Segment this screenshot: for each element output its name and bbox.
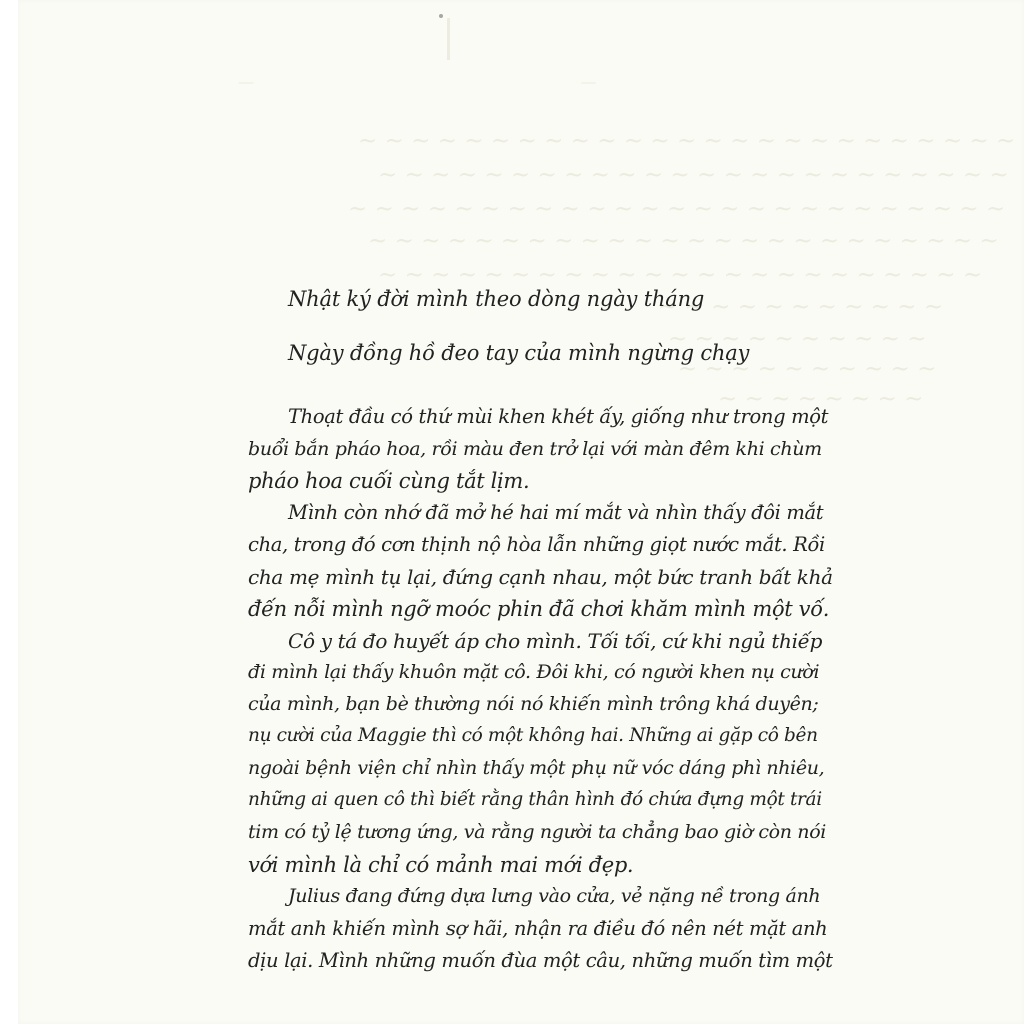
text-line: tim có tỷ lệ tương ứng, và rằng người ta chẳng bao giờ còn nói (248, 821, 827, 843)
text-line: buổi bắn pháo hoa, rồi màu đen trở lại với màn đêm khi chùm (248, 438, 822, 460)
show-through-text: ~ ~ ~ ~ ~ ~ ~ ~ ~ ~ ~ ~ ~ ~ ~ ~ ~ ~ ~ ~ ~ ~ ~ ~ ~ (358, 128, 1016, 154)
text-line: Julius đang đứng dựa lưng vào cửa, vẻ nặng nề trong ánh (288, 885, 821, 907)
text-line: Mình còn nhớ đã mở hé hai mí mắt và nhìn thấy đôi mắt (288, 501, 824, 524)
show-through-mark (439, 14, 443, 18)
text-line: dịu lại. Mình những muốn đùa một câu, những muốn tìm một (248, 949, 833, 972)
show-through-text: ~ ~ ~ ~ ~ ~ ~ ~ ~ ~ (678, 356, 937, 382)
text-line: mắt anh khiến mình sợ hãi, nhận ra điều đó nên nét mặt anh (248, 917, 828, 940)
show-through-text: ~ ~ ~ ~ ~ ~ ~ ~ ~ ~ ~ ~ ~ ~ ~ ~ ~ ~ ~ ~ ~ ~ ~ (378, 262, 983, 288)
show-through-text: ~ ~ ~ ~ ~ ~ ~ ~ ~ ~ ~ (658, 294, 944, 320)
text-line: pháo hoa cuối cùng tắt lịm. (248, 469, 530, 493)
show-through-mark (447, 18, 450, 60)
text-line: những ai quen cô thì biết rằng thân hình đó chứa đựng một trái (248, 789, 822, 810)
show-through-text: ~ ~ ~ ~ ~ ~ ~ ~ ~ ~ ~ ~ ~ ~ ~ ~ ~ ~ ~ ~ ~ ~ ~ ~ (378, 162, 1009, 188)
text-line: của mình, bạn bè thường nói nó khiến mình trông khá duyên; (248, 693, 819, 715)
book-page (18, 0, 1024, 1024)
text-line: Cô y tá đo huyết áp cho mình. Tối tối, cứ khi ngủ thiếp (288, 629, 823, 653)
text-line: Thoạt đầu có thứ mùi khen khét ấy, giống như trong một (288, 405, 829, 428)
show-through-text: — — (238, 72, 600, 91)
text-line: đến nỗi mình ngỡ moóc phin đã chơi khăm mình một vố. (248, 597, 830, 621)
verse-line: Nhật ký đời mình theo dòng ngày tháng (288, 287, 705, 311)
show-through-text: ~ ~ ~ ~ ~ ~ ~ ~ ~ ~ (668, 326, 927, 352)
show-through-text: ~ ~ ~ ~ ~ ~ ~ ~ ~ ~ ~ ~ ~ ~ ~ ~ ~ ~ ~ ~ ~ ~ ~ ~ ~ (348, 196, 1006, 222)
text-line: ngoài bệnh viện chỉ nhìn thấy một phụ nữ vóc dáng phì nhiêu, (248, 757, 825, 779)
show-through-text: ~ ~ ~ ~ ~ ~ ~ ~ (718, 386, 924, 412)
text-line: với mình là chỉ có mảnh mai mới đẹp. (248, 853, 634, 877)
text-line: cha mẹ mình tụ lại, đứng cạnh nhau, một bức tranh bất khả (248, 565, 833, 589)
text-line: nụ cười của Maggie thì có một không hai. Những ai gặp cô bên (248, 725, 818, 746)
verse-line: Ngày đồng hồ đeo tay của mình ngừng chạy (288, 341, 750, 365)
text-line: cha, trong đó cơn thịnh nộ hòa lẫn những giọt nước mắt. Rồi (248, 533, 825, 556)
show-through-text: ~ ~ ~ ~ ~ ~ ~ ~ ~ ~ ~ ~ ~ ~ ~ ~ ~ ~ ~ ~ ~ ~ ~ ~ (368, 228, 999, 254)
text-line: đi mình lại thấy khuôn mặt cô. Đôi khi, có người khen nụ cười (248, 661, 820, 683)
